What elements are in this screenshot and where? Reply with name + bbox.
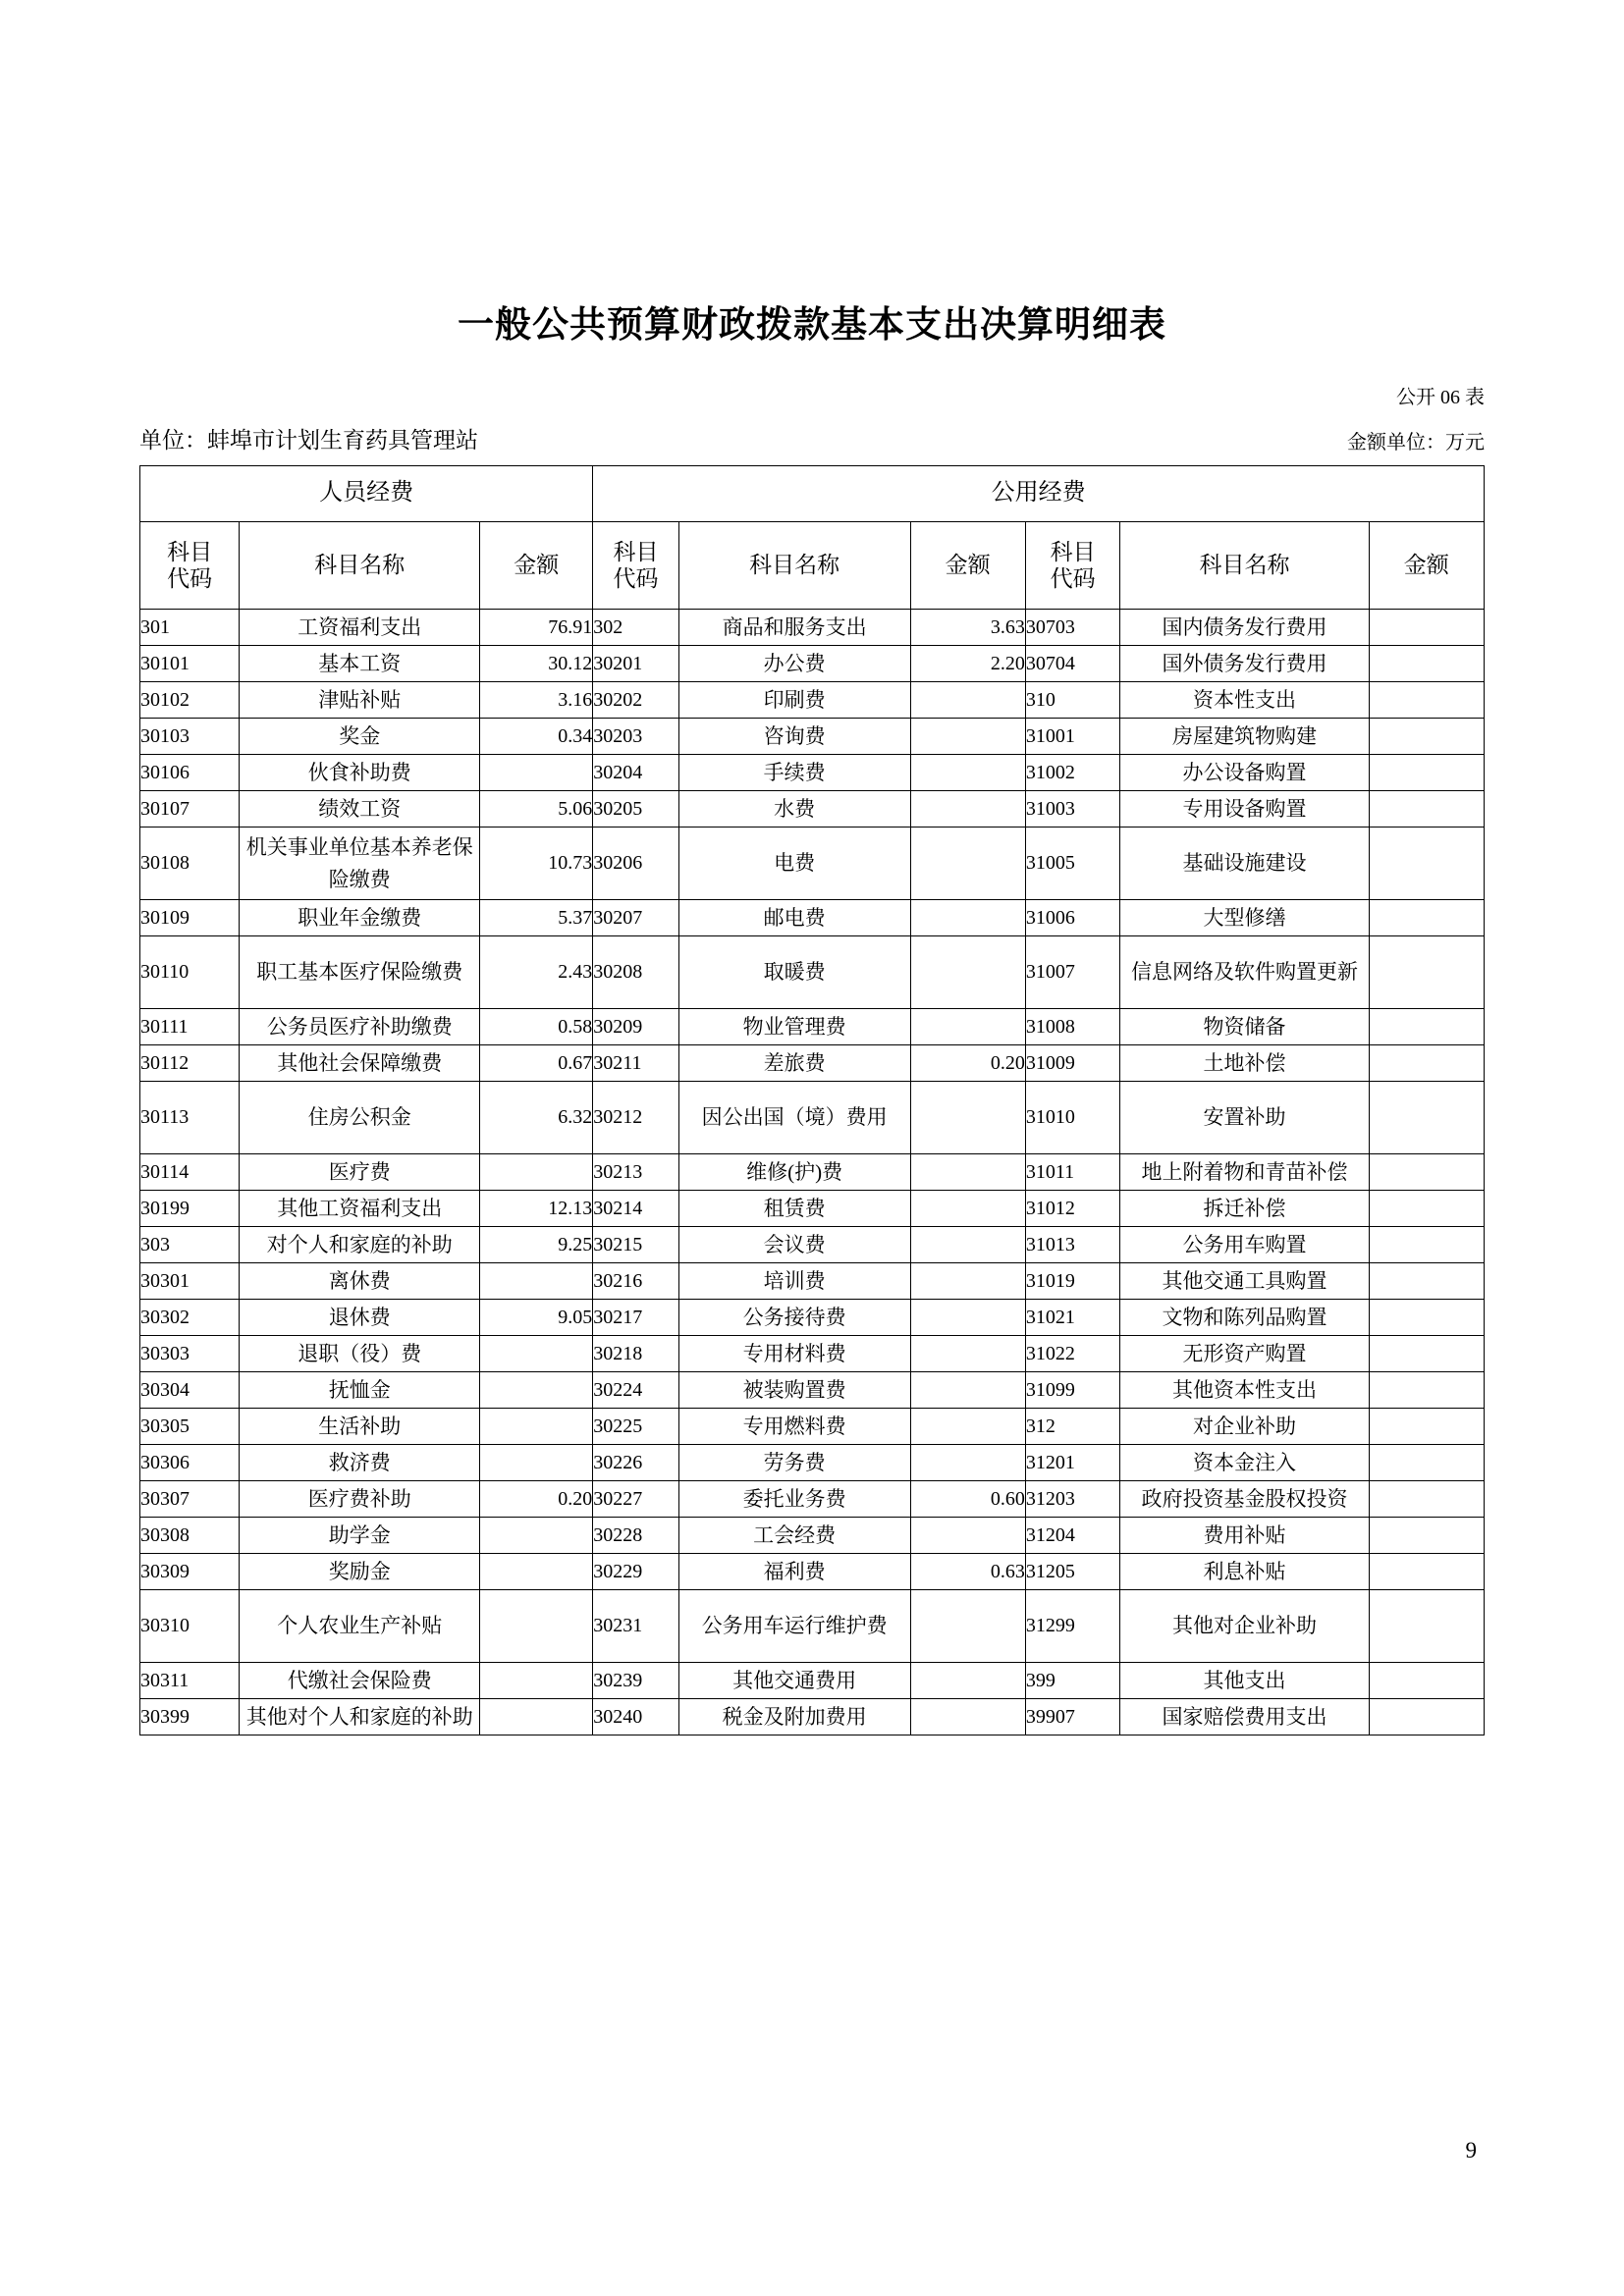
table-row (140, 1154, 1485, 1191)
cell-code-public-a: 30217 (593, 1300, 678, 1336)
cell-amount-public-b (1369, 828, 1484, 900)
cell-amount-personnel (480, 1663, 593, 1699)
table-row (140, 791, 1485, 828)
cell-amount-public-b (1369, 1554, 1484, 1590)
cell-code-public-b: 30703 (1025, 610, 1120, 646)
cell-amount-public-b (1369, 1518, 1484, 1554)
cell-amount-public-a: 2.20 (910, 646, 1025, 682)
cell-code-personnel: 303 (140, 1227, 240, 1263)
cell-amount-public-a (910, 936, 1025, 1009)
form-number: 公开 06 表 (1396, 387, 1485, 408)
cell-name-personnel: 医疗费补助 (240, 1481, 480, 1518)
cell-code-public-a: 30231 (593, 1590, 678, 1663)
col-header-code3-line1: 科目 (1050, 539, 1096, 564)
col-header-amount-1: 金额 (480, 522, 593, 610)
group-header-row (140, 466, 1485, 522)
cell-amount-public-b (1369, 1336, 1484, 1372)
cell-amount-personnel: 30.12 (480, 646, 593, 682)
cell-amount-personnel (480, 1154, 593, 1191)
cell-code-public-a: 30203 (593, 719, 678, 755)
cell-amount-personnel (480, 755, 593, 791)
cell-code-public-a: 30214 (593, 1191, 678, 1227)
col-header-amount-2: 金额 (910, 522, 1025, 610)
table-row (140, 1372, 1485, 1409)
cell-name-personnel: 离休费 (240, 1263, 480, 1300)
cell-code-personnel: 30304 (140, 1372, 240, 1409)
table-row (140, 1663, 1485, 1699)
col-header-code2-line2: 代码 (613, 566, 659, 591)
cell-code-public-a: 30227 (593, 1481, 678, 1518)
cell-amount-personnel: 2.43 (480, 936, 593, 1009)
table-row (140, 1409, 1485, 1445)
cell-code-personnel: 30103 (140, 719, 240, 755)
table-row (140, 1082, 1485, 1154)
cell-code-personnel: 30114 (140, 1154, 240, 1191)
cell-name-public-b: 无形资产购置 (1120, 1336, 1369, 1372)
cell-amount-public-a (910, 1409, 1025, 1445)
cell-name-public-b: 拆迁补偿 (1120, 1191, 1369, 1227)
cell-code-personnel: 30102 (140, 682, 240, 719)
cell-name-public-a: 福利费 (678, 1554, 910, 1590)
table-row (140, 719, 1485, 755)
cell-code-personnel: 30302 (140, 1300, 240, 1336)
column-header-row (140, 522, 1485, 610)
cell-code-public-a: 30228 (593, 1518, 678, 1554)
cell-name-public-a: 其他交通费用 (678, 1663, 910, 1699)
table-row (140, 1590, 1485, 1663)
table-row (140, 1263, 1485, 1300)
cell-code-personnel: 30108 (140, 828, 240, 900)
cell-amount-public-b (1369, 900, 1484, 936)
cell-code-public-b: 31021 (1025, 1300, 1120, 1336)
cell-name-personnel: 医疗费 (240, 1154, 480, 1191)
cell-code-personnel: 30109 (140, 900, 240, 936)
cell-code-public-a: 30205 (593, 791, 678, 828)
cell-name-public-b: 房屋建筑物购建 (1120, 719, 1369, 755)
cell-name-public-b: 物资储备 (1120, 1009, 1369, 1045)
cell-amount-personnel (480, 1699, 593, 1735)
cell-name-public-a: 租赁费 (678, 1191, 910, 1227)
cell-amount-public-b (1369, 791, 1484, 828)
cell-code-public-a: 30225 (593, 1409, 678, 1445)
cell-name-public-a: 商品和服务支出 (678, 610, 910, 646)
cell-amount-personnel: 12.13 (480, 1191, 593, 1227)
group-header-public: 公用经费 (593, 466, 1485, 522)
cell-code-personnel: 30303 (140, 1336, 240, 1372)
cell-name-public-b: 地上附着物和青苗补偿 (1120, 1154, 1369, 1191)
cell-amount-public-b (1369, 1154, 1484, 1191)
cell-name-personnel: 奖励金 (240, 1554, 480, 1590)
cell-code-personnel: 30112 (140, 1045, 240, 1082)
cell-code-public-a: 30209 (593, 1009, 678, 1045)
cell-name-public-b: 资本金注入 (1120, 1445, 1369, 1481)
table-row (140, 1699, 1485, 1735)
cell-amount-public-b (1369, 1045, 1484, 1082)
cell-code-public-a: 302 (593, 610, 678, 646)
cell-name-public-b: 公务用车购置 (1120, 1227, 1369, 1263)
cell-amount-public-a (910, 1263, 1025, 1300)
cell-amount-public-b (1369, 1300, 1484, 1336)
cell-amount-personnel (480, 1263, 593, 1300)
cell-amount-personnel: 6.32 (480, 1082, 593, 1154)
cell-code-public-b: 31022 (1025, 1336, 1120, 1372)
cell-code-public-b: 31002 (1025, 755, 1120, 791)
cell-name-public-b: 对企业补助 (1120, 1409, 1369, 1445)
cell-code-personnel: 30309 (140, 1554, 240, 1590)
cell-amount-personnel (480, 1518, 593, 1554)
cell-code-personnel: 30106 (140, 755, 240, 791)
cell-amount-personnel: 10.73 (480, 828, 593, 900)
cell-code-public-a: 30216 (593, 1263, 678, 1300)
cell-name-personnel: 伙食补助费 (240, 755, 480, 791)
cell-code-personnel: 30305 (140, 1409, 240, 1445)
table-row (140, 1191, 1485, 1227)
cell-name-public-a: 劳务费 (678, 1445, 910, 1481)
cell-code-public-b: 31204 (1025, 1518, 1120, 1554)
cell-amount-public-b (1369, 1663, 1484, 1699)
cell-code-public-a: 30240 (593, 1699, 678, 1735)
cell-name-public-a: 专用燃料费 (678, 1409, 910, 1445)
cell-amount-public-b (1369, 719, 1484, 755)
cell-name-public-a: 专用材料费 (678, 1336, 910, 1372)
cell-name-public-b: 国家赔偿费用支出 (1120, 1699, 1369, 1735)
cell-code-public-b: 39907 (1025, 1699, 1120, 1735)
cell-amount-public-b (1369, 1481, 1484, 1518)
cell-code-public-b: 31299 (1025, 1590, 1120, 1663)
cell-name-public-b: 基础设施建设 (1120, 828, 1369, 900)
cell-name-personnel: 职业年金缴费 (240, 900, 480, 936)
cell-name-public-a: 办公费 (678, 646, 910, 682)
cell-amount-public-a (910, 1445, 1025, 1481)
cell-code-public-b: 31010 (1025, 1082, 1120, 1154)
cell-code-public-b: 31011 (1025, 1154, 1120, 1191)
cell-amount-personnel: 9.25 (480, 1227, 593, 1263)
cell-code-public-a: 30208 (593, 936, 678, 1009)
cell-amount-personnel: 0.58 (480, 1009, 593, 1045)
col-header-code3-line2: 代码 (1050, 566, 1096, 591)
cell-amount-personnel: 0.67 (480, 1045, 593, 1082)
cell-code-public-b: 31007 (1025, 936, 1120, 1009)
cell-name-public-a: 会议费 (678, 1227, 910, 1263)
cell-name-public-b: 其他支出 (1120, 1663, 1369, 1699)
cell-code-public-b: 30704 (1025, 646, 1120, 682)
cell-code-public-b: 31009 (1025, 1045, 1120, 1082)
cell-code-public-a: 30202 (593, 682, 678, 719)
cell-amount-public-b (1369, 1191, 1484, 1227)
cell-code-public-a: 30206 (593, 828, 678, 900)
cell-amount-public-a (910, 1154, 1025, 1191)
cell-name-personnel: 助学金 (240, 1518, 480, 1554)
cell-name-personnel: 公务员医疗补助缴费 (240, 1009, 480, 1045)
cell-name-public-a: 因公出国（境）费用 (678, 1082, 910, 1154)
cell-code-public-b: 31203 (1025, 1481, 1120, 1518)
cell-name-personnel: 其他社会保障缴费 (240, 1045, 480, 1082)
cell-amount-public-b (1369, 1699, 1484, 1735)
cell-name-public-a: 税金及附加费用 (678, 1699, 910, 1735)
cell-amount-public-a (910, 1336, 1025, 1372)
cell-code-personnel: 30111 (140, 1009, 240, 1045)
cell-name-public-a: 委托业务费 (678, 1481, 910, 1518)
cell-name-public-b: 资本性支出 (1120, 682, 1369, 719)
col-header-code-3 (1025, 522, 1120, 610)
table-row (140, 1336, 1485, 1372)
cell-code-public-b: 31205 (1025, 1554, 1120, 1590)
table-row (140, 1481, 1485, 1518)
cell-amount-public-b (1369, 1445, 1484, 1481)
cell-code-personnel: 30311 (140, 1663, 240, 1699)
col-header-code-line1: 科目 (167, 539, 213, 564)
cell-code-public-b: 31201 (1025, 1445, 1120, 1481)
cell-code-public-b: 399 (1025, 1663, 1120, 1699)
cell-code-public-b: 31099 (1025, 1372, 1120, 1409)
table-row (140, 682, 1485, 719)
cell-name-public-a: 公务接待费 (678, 1300, 910, 1336)
cell-code-public-b: 31008 (1025, 1009, 1120, 1045)
cell-amount-public-b (1369, 1590, 1484, 1663)
table-row (140, 1227, 1485, 1263)
cell-name-personnel: 其他对个人和家庭的补助 (240, 1699, 480, 1735)
cell-amount-public-b (1369, 1009, 1484, 1045)
cell-amount-personnel (480, 1554, 593, 1590)
cell-code-public-a: 30218 (593, 1336, 678, 1372)
page-title: 一般公共预算财政拨款基本支出决算明细表 (458, 303, 1166, 346)
cell-code-personnel: 30107 (140, 791, 240, 828)
cell-name-personnel: 生活补助 (240, 1409, 480, 1445)
meta-row (139, 422, 1485, 454)
cell-name-personnel: 住房公积金 (240, 1082, 480, 1154)
cell-name-public-b: 其他对企业补助 (1120, 1590, 1369, 1663)
cell-amount-public-a (910, 900, 1025, 936)
cell-amount-public-a (910, 719, 1025, 755)
cell-code-public-b: 31005 (1025, 828, 1120, 900)
cell-code-public-a: 30215 (593, 1227, 678, 1263)
cell-code-public-a: 30229 (593, 1554, 678, 1590)
cell-amount-public-a (910, 682, 1025, 719)
cell-name-public-b: 利息补贴 (1120, 1554, 1369, 1590)
cell-name-public-a: 印刷费 (678, 682, 910, 719)
cell-code-public-b: 31006 (1025, 900, 1120, 936)
cell-amount-public-a (910, 1009, 1025, 1045)
cell-name-public-a: 取暖费 (678, 936, 910, 1009)
cell-amount-public-a (910, 1699, 1025, 1735)
cell-amount-personnel: 5.37 (480, 900, 593, 936)
cell-name-public-a: 工会经费 (678, 1518, 910, 1554)
cell-amount-public-a (910, 828, 1025, 900)
cell-code-personnel: 30301 (140, 1263, 240, 1300)
cell-name-public-b: 大型修缮 (1120, 900, 1369, 936)
cell-amount-personnel (480, 1336, 593, 1372)
cell-name-public-a: 电费 (678, 828, 910, 900)
cell-code-personnel: 30306 (140, 1445, 240, 1481)
cell-name-personnel: 奖金 (240, 719, 480, 755)
cell-amount-public-a: 0.20 (910, 1045, 1025, 1082)
cell-name-personnel: 机关事业单位基本养老保险缴费 (240, 828, 480, 900)
cell-code-personnel: 30101 (140, 646, 240, 682)
cell-amount-personnel: 0.20 (480, 1481, 593, 1518)
cell-name-public-b: 专用设备购置 (1120, 791, 1369, 828)
cell-name-public-b: 土地补偿 (1120, 1045, 1369, 1082)
table-row (140, 936, 1485, 1009)
cell-code-public-b: 31003 (1025, 791, 1120, 828)
cell-name-public-b: 其他资本性支出 (1120, 1372, 1369, 1409)
table-row (140, 610, 1485, 646)
cell-code-public-a: 30212 (593, 1082, 678, 1154)
cell-amount-public-b (1369, 646, 1484, 682)
table-row (140, 1554, 1485, 1590)
cell-amount-public-a (910, 1227, 1025, 1263)
cell-code-public-b: 31012 (1025, 1191, 1120, 1227)
cell-name-public-b: 国外债务发行费用 (1120, 646, 1369, 682)
cell-code-public-b: 31001 (1025, 719, 1120, 755)
cell-name-personnel: 其他工资福利支出 (240, 1191, 480, 1227)
cell-amount-personnel: 76.91 (480, 610, 593, 646)
amount-unit-label: 金额单位：万元 (1347, 432, 1485, 454)
cell-code-public-a: 30204 (593, 755, 678, 791)
cell-code-personnel: 30399 (140, 1699, 240, 1735)
cell-amount-public-a (910, 1082, 1025, 1154)
cell-name-public-a: 物业管理费 (678, 1009, 910, 1045)
cell-amount-public-b (1369, 1372, 1484, 1409)
table-row (140, 828, 1485, 900)
cell-name-personnel: 津贴补贴 (240, 682, 480, 719)
cell-name-personnel: 退职（役）费 (240, 1336, 480, 1372)
cell-amount-public-a: 0.60 (910, 1481, 1025, 1518)
table-row (140, 900, 1485, 936)
cell-amount-personnel (480, 1445, 593, 1481)
cell-amount-public-a: 3.63 (910, 610, 1025, 646)
cell-code-personnel: 30308 (140, 1518, 240, 1554)
cell-name-personnel: 代缴社会保险费 (240, 1663, 480, 1699)
cell-amount-public-a (910, 1663, 1025, 1699)
col-header-code-line2: 代码 (167, 566, 213, 591)
cell-name-public-b: 办公设备购置 (1120, 755, 1369, 791)
cell-amount-personnel (480, 1372, 593, 1409)
cell-code-public-a: 30211 (593, 1045, 678, 1082)
cell-code-public-a: 30201 (593, 646, 678, 682)
cell-code-public-a: 30207 (593, 900, 678, 936)
cell-amount-public-a (910, 1300, 1025, 1336)
page-number: 9 (1465, 2138, 1477, 2163)
col-header-name-2: 科目名称 (678, 522, 910, 610)
table-row (140, 1445, 1485, 1481)
cell-code-personnel: 30307 (140, 1481, 240, 1518)
cell-name-public-a: 邮电费 (678, 900, 910, 936)
table-head (140, 466, 1485, 610)
cell-amount-public-a (910, 791, 1025, 828)
table-body (140, 610, 1485, 1735)
cell-amount-personnel (480, 1590, 593, 1663)
table-row (140, 755, 1485, 791)
cell-amount-public-a (910, 1372, 1025, 1409)
cell-amount-public-b (1369, 1227, 1484, 1263)
cell-name-public-b: 其他交通工具购置 (1120, 1263, 1369, 1300)
col-header-name-1: 科目名称 (240, 522, 480, 610)
cell-name-public-a: 手续费 (678, 755, 910, 791)
cell-name-personnel: 基本工资 (240, 646, 480, 682)
cell-code-personnel: 30113 (140, 1082, 240, 1154)
cell-amount-public-b (1369, 1082, 1484, 1154)
cell-amount-public-b (1369, 610, 1484, 646)
cell-name-public-a: 咨询费 (678, 719, 910, 755)
cell-amount-personnel: 3.16 (480, 682, 593, 719)
cell-name-public-a: 公务用车运行维护费 (678, 1590, 910, 1663)
unit-label: 单位：蚌埠市计划生育药具管理站 (139, 428, 478, 453)
col-header-name-3: 科目名称 (1120, 522, 1369, 610)
cell-name-public-a: 差旅费 (678, 1045, 910, 1082)
col-header-code2-line1: 科目 (613, 539, 659, 564)
cell-name-public-a: 培训费 (678, 1263, 910, 1300)
cell-amount-personnel: 5.06 (480, 791, 593, 828)
cell-code-personnel: 30199 (140, 1191, 240, 1227)
cell-code-public-a: 30213 (593, 1154, 678, 1191)
cell-amount-public-b (1369, 1409, 1484, 1445)
cell-name-public-a: 维修(护)费 (678, 1154, 910, 1191)
cell-name-public-a: 被装购置费 (678, 1372, 910, 1409)
col-header-amount-3: 金额 (1369, 522, 1484, 610)
cell-name-public-b: 费用补贴 (1120, 1518, 1369, 1554)
table-row (140, 1045, 1485, 1082)
cell-amount-public-b (1369, 1263, 1484, 1300)
cell-name-personnel: 救济费 (240, 1445, 480, 1481)
cell-name-personnel: 职工基本医疗保险缴费 (240, 936, 480, 1009)
expenditure-detail-table (139, 465, 1485, 1735)
table-row (140, 1518, 1485, 1554)
group-header-personnel: 人员经费 (140, 466, 593, 522)
cell-name-public-b: 政府投资基金股权投资 (1120, 1481, 1369, 1518)
cell-amount-public-a (910, 1518, 1025, 1554)
cell-amount-public-a (910, 755, 1025, 791)
cell-code-personnel: 30110 (140, 936, 240, 1009)
cell-name-personnel: 工资福利支出 (240, 610, 480, 646)
col-header-code-2 (593, 522, 678, 610)
cell-amount-personnel: 0.34 (480, 719, 593, 755)
cell-name-personnel: 个人农业生产补贴 (240, 1590, 480, 1663)
cell-name-public-a: 水费 (678, 791, 910, 828)
cell-code-public-a: 30226 (593, 1445, 678, 1481)
table-row (140, 1300, 1485, 1336)
cell-amount-personnel (480, 1409, 593, 1445)
cell-amount-public-a (910, 1590, 1025, 1663)
cell-code-public-b: 310 (1025, 682, 1120, 719)
cell-amount-public-b (1369, 755, 1484, 791)
cell-code-public-b: 312 (1025, 1409, 1120, 1445)
cell-amount-public-b (1369, 936, 1484, 1009)
cell-code-personnel: 301 (140, 610, 240, 646)
cell-name-personnel: 绩效工资 (240, 791, 480, 828)
cell-name-public-b: 安置补助 (1120, 1082, 1369, 1154)
table-row (140, 646, 1485, 682)
cell-code-public-b: 31019 (1025, 1263, 1120, 1300)
cell-code-public-a: 30224 (593, 1372, 678, 1409)
cell-amount-public-b (1369, 682, 1484, 719)
cell-code-public-b: 31013 (1025, 1227, 1120, 1263)
cell-name-personnel: 对个人和家庭的补助 (240, 1227, 480, 1263)
table-row (140, 1009, 1485, 1045)
cell-name-personnel: 抚恤金 (240, 1372, 480, 1409)
cell-name-public-b: 文物和陈列品购置 (1120, 1300, 1369, 1336)
cell-name-public-b: 信息网络及软件购置更新 (1120, 936, 1369, 1009)
cell-name-personnel: 退休费 (240, 1300, 480, 1336)
cell-name-public-b: 国内债务发行费用 (1120, 610, 1369, 646)
cell-amount-public-a (910, 1191, 1025, 1227)
cell-amount-personnel: 9.05 (480, 1300, 593, 1336)
cell-code-personnel: 30310 (140, 1590, 240, 1663)
col-header-code-1 (140, 522, 240, 610)
cell-code-public-a: 30239 (593, 1663, 678, 1699)
cell-amount-public-a: 0.63 (910, 1554, 1025, 1590)
